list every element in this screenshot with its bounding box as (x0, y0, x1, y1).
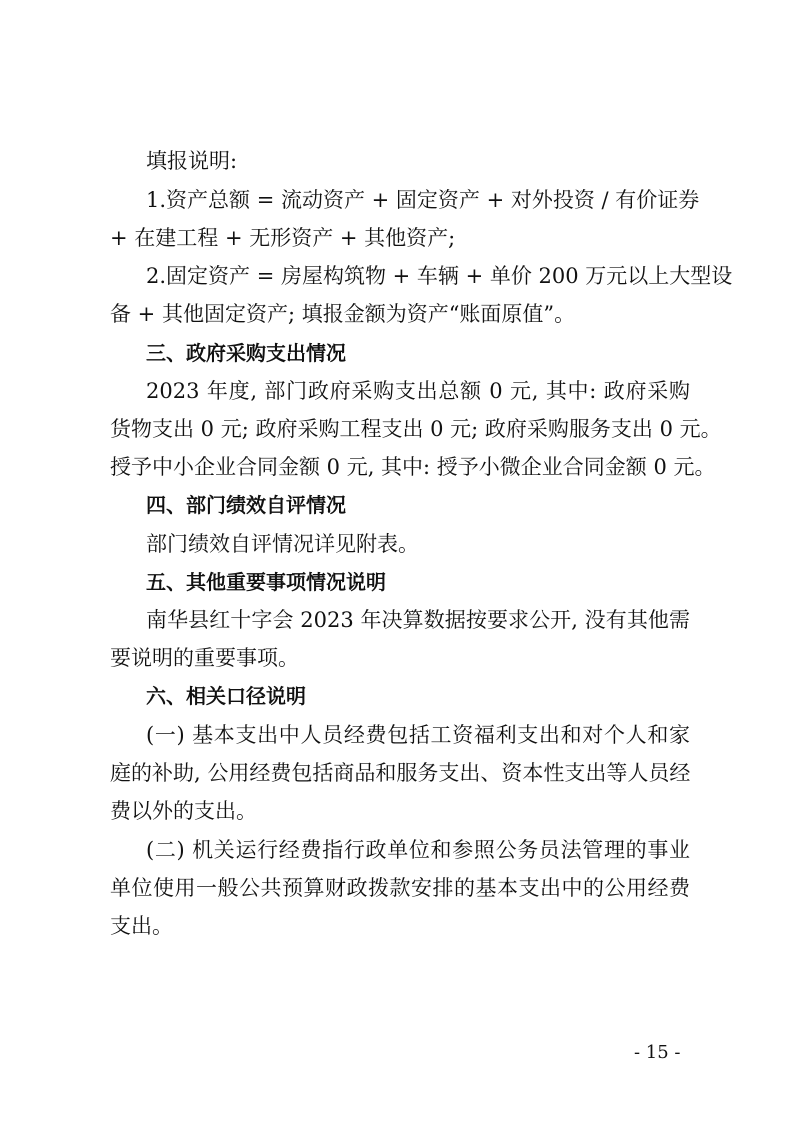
notes-title: 填报说明: (146, 149, 238, 173)
notes-item-2-line-2: 备 + 其他固定资产; 填报金额为资产“账面原值”。 (110, 302, 576, 326)
section-5-line-1: 南华县红十字会 2023 年决算数据按要求公开, 没有其他需 (146, 608, 690, 632)
section-6-paragraph-2-line-3: 支出。 (110, 914, 173, 938)
notes-item-1-line-2: + 在建工程 + 无形资产 + 其他资产; (110, 226, 456, 250)
section-4-heading: 四、部门绩效自评情况 (146, 493, 346, 517)
section-5-line-2: 要说明的重要事项。 (110, 646, 299, 670)
section-6-paragraph-1-line-1: (一) 基本支出中人员经费包括工资福利支出和对个人和家 (146, 723, 690, 747)
section-6-paragraph-1-line-2: 庭的补助, 公用经费包括商品和服务支出、资本性支出等人员经 (110, 761, 691, 785)
section-4-line-1: 部门绩效自评情况详见附表。 (146, 532, 419, 556)
section-6-paragraph-2-line-2: 单位使用一般公共预算财政拨款安排的基本支出中的公用经费 (110, 876, 690, 900)
section-5-heading: 五、其他重要事项情况说明 (146, 570, 386, 594)
page-number: - 15 - (634, 1042, 681, 1063)
section-3-line-1: 2023 年度, 部门政府采购支出总额 0 元, 其中: 政府采购 (146, 379, 690, 403)
section-6-paragraph-1-line-3: 费以外的支出。 (110, 799, 257, 823)
section-6-heading: 六、相关口径说明 (146, 684, 306, 708)
section-3-heading: 三、政府采购支出情况 (146, 341, 346, 365)
notes-item-1-line-1: 1.资产总额 = 流动资产 + 固定资产 + 对外投资 / 有价证券 (146, 188, 700, 212)
section-3-line-2: 货物支出 0 元; 政府采购工程支出 0 元; 政府采购服务支出 0 元。 (110, 417, 722, 441)
section-3-line-3: 授予中小企业合同金额 0 元, 其中: 授予小微企业合同金额 0 元。 (110, 455, 716, 479)
section-6-paragraph-2-line-1: (二) 机关运行经费指行政单位和参照公务员法管理的事业 (146, 838, 690, 862)
notes-item-2-line-1: 2.固定资产 = 房屋构筑物 + 车辆 + 单价 200 万元以上大型设 (146, 264, 733, 288)
